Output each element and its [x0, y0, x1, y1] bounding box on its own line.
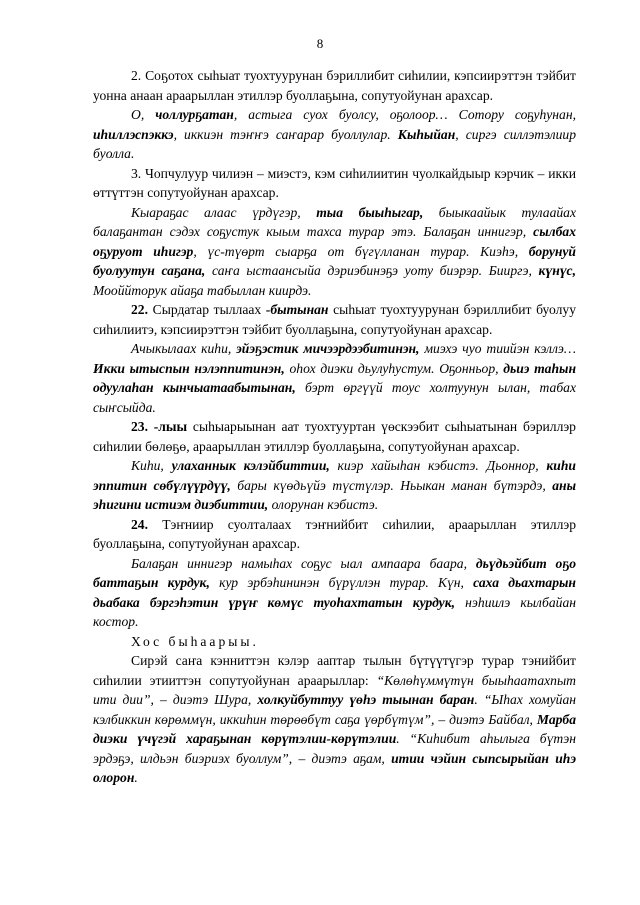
text-run: 2. Соҕотох сыһыат туохтуурунан бэриллибит сиһилии, кэпсиирэттэн тэйбит уонна анаан араарыллан этиллэр буоллаҕына, сопутуойунан арахсар. — [93, 68, 576, 103]
text-run: дьүдьэйбит оҕо баттаҕын курдук, — [93, 555, 576, 590]
text-run: , иккиэн тэҥҥэ саҥарар буоллулар. — [173, 126, 398, 142]
text-run: киэр хайыһан кэбистэ. Дьоннор, — [329, 458, 547, 473]
text-run: күнүс, — [538, 263, 576, 278]
text-run: . — [134, 770, 138, 785]
text-run: “Көлөһүммүтүн быыһаатахпыт ити дии”, – диэтэ Шура, — [93, 672, 576, 707]
text-run: олорунан кэбистэ. — [268, 497, 379, 512]
text-run: Кыһыйан — [397, 126, 456, 142]
rule-paragraph — [93, 300, 576, 339]
text-run: кур эрбэһининэн бүрүллэн турар. Күн, — [209, 575, 474, 590]
text-run: , үс-түөрт сыарҕа от бүгүлланан турар. Киэһэ, — [193, 243, 529, 259]
example-paragraph — [93, 203, 576, 301]
rule-paragraph — [93, 66, 576, 105]
text-run: дьиэ таһын одуулаһан кынчыатаабытынан, — [93, 360, 577, 395]
rule-paragraph — [93, 651, 576, 788]
text-run: 3. Чопчулуур чилиэн – миэстэ, кэм сиһилиитин чуолкайдыыр кэрчик – икки өттүттэн сопутуойунан арахсар. — [93, 165, 576, 200]
text-run: итии чэйин сыпсырыйан иһэ олорон — [93, 750, 577, 785]
text-run: Кыараҕас алаас үрдүгэр, — [131, 204, 317, 220]
text-run: борунуй буолуутун саҕана, — [93, 243, 576, 278]
text-run: Тэҥниир суолталаах тэҥнийбит сиһилии, араарыллан этиллэр буоллаҕына, сопутуойунан арахсар. — [93, 516, 576, 551]
text-run: саха дьахтарын дьабака бэргэһэтин үрүҥ көмүс туоһахтатын курдук, — [93, 575, 576, 610]
text-run: тыа быыһыгар, — [316, 204, 424, 220]
text-run: оһох диэки дьулуһустум. Оҕонньор, — [284, 360, 504, 376]
section-heading — [93, 632, 576, 652]
text-run: сылбах оҕуруот иһигэр — [93, 224, 576, 259]
text-run: Икки ытыспын нэлэппитинэн, — [93, 360, 285, 376]
text-run: бэрт өргүүй тоус холтуунун ылан, табах сыҥсыйда. — [93, 380, 576, 415]
page-number: 8 — [316, 36, 324, 51]
text-run: Хос быһаарыы. — [131, 633, 259, 649]
text-run: киһи эппитин сөбүлүүрдүү, — [93, 458, 576, 493]
text-run: сыһыарыынан аат туохтууртан үөскээбит сыһыатынан бэриллэр сиһилии бөлөҕө, араарыллан этиллэр буоллаҕына, сопутуойунан арахсар. — [93, 419, 576, 454]
text-run: . “Киһибит аһылыга бүтэн эрдэҕэ, илдьэн биэриэх буоллум”, – диэтэ аҕам, — [93, 731, 576, 766]
rule-paragraph — [93, 417, 576, 456]
example-paragraph — [93, 554, 576, 632]
text-run: , сиргэ силлэтэлиир буолла. — [93, 126, 576, 161]
text-run: 22. — [131, 302, 148, 317]
text-run: сыһыат туохтуурунан бэриллибит буолуу сиһилиитэ, кэпсиирэттэн тэйбит буоллаҕына, сопутуойунан арахсар. — [93, 302, 576, 337]
example-paragraph — [93, 456, 576, 515]
text-run: Ачыкылаах киһи, — [131, 341, 237, 356]
text-run: . “Ыһах хомуйан кэлбиккин көрөммүн, иккиһин төрөөбүт саҕа үөрбүтүм”, – диэтэ Байбал, — [93, 692, 576, 727]
text-run: бары күөдьүйэ түстүлэр. Ньыкан манан бүтэрдэ, — [230, 477, 553, 493]
text-run: чоллурҕатан — [155, 107, 234, 122]
rule-paragraph — [93, 515, 576, 554]
text-run: 23. — [131, 419, 148, 434]
text-run: Киһи, — [131, 458, 172, 473]
rule-paragraph — [93, 164, 576, 203]
text-run: -лыы — [153, 419, 188, 434]
text-run: , астыга суох буолсу, оҕолоор… Сотору соҕуһунан, — [233, 107, 576, 122]
text-run: улаханнык кэлэйбиттии, — [171, 458, 330, 473]
text-run: быыкаайык тулаайах балаҕантан сэдэх соҕустук кыым тахса турар этэ. Балаҕан иннигэр, — [93, 204, 576, 239]
text-run: саҥа ыстаансыйа дэриэбинэҕэ уоту биэрэр. Бииргэ, — [205, 263, 539, 278]
text-run: Балаҕан иннигэр намыһах соҕус ыал ампаара баара, — [131, 555, 476, 571]
text-run: эйэҕэстик мичээрдээбитинэн, — [236, 341, 420, 356]
document-body — [93, 66, 576, 788]
example-paragraph — [93, 105, 576, 164]
text-run: Марба диэки үчүгэй хараҕынан көрүтэлии-көрүтэлии — [93, 711, 576, 746]
text-run: Мооййторук айаҕа табыллан киирдэ. — [93, 282, 312, 298]
text-run: О, — [131, 107, 156, 122]
text-run: иһиллэспэккэ — [93, 126, 174, 142]
text-run: аны эһигини истиэм диэбиттии, — [93, 477, 576, 512]
text-run: холкуйбуттуу үөһэ тыынан баран — [257, 692, 475, 707]
text-run: миэхэ чуо тиийэн кэллэ… — [419, 341, 576, 356]
text-run: нэһиилэ кылбайан костор. — [93, 594, 576, 629]
text-run: -бытынан — [265, 302, 329, 317]
example-paragraph — [93, 339, 576, 417]
text-run: Сирэй саҥа кэнниттэн кэлэр ааптар тылын бүтүүтүгэр турар тэнийбит сиһилии этииттэн сопутуойунан араарыллар: — [93, 653, 576, 688]
text-run: 24. — [131, 516, 148, 532]
text-run: Сырдатар тыллаах — [148, 302, 266, 317]
